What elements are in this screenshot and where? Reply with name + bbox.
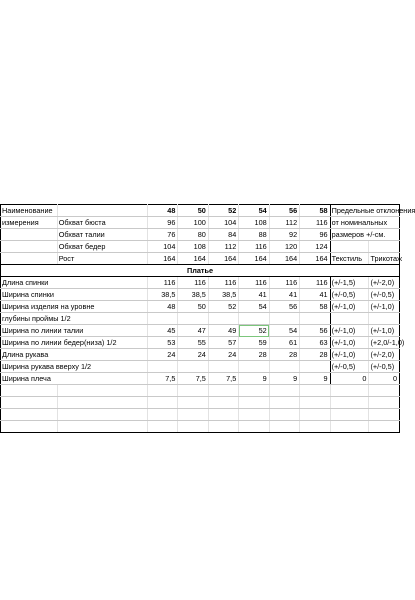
value-cell: 108: [178, 241, 208, 253]
garment-measure-label: Ширина спинки: [1, 289, 148, 301]
garment-measure-label: Длина рукава: [1, 349, 148, 361]
value-cell: 53: [147, 337, 177, 349]
value-cell: 47: [178, 325, 208, 337]
value-cell: [178, 313, 208, 325]
value-cell: 120: [269, 241, 299, 253]
tolerance-textile: (+/-1,0): [330, 325, 369, 337]
tolerance-knit: (+/-2,0): [369, 277, 400, 289]
garment-measure-label: Ширина по линии талии: [1, 325, 148, 337]
value-cell: [239, 313, 269, 325]
value-cell: 50: [178, 301, 208, 313]
garment-row: [1, 313, 400, 325]
value-cell: 41: [300, 289, 330, 301]
value-cell: 164: [208, 253, 238, 265]
body-row: [1, 241, 400, 253]
value-cell: [300, 361, 330, 373]
textile-label: Текстиль: [330, 253, 369, 265]
value-cell: 108: [239, 217, 269, 229]
value-cell: 61: [269, 337, 299, 349]
garment-measure-label: Ширина изделия на уровне: [1, 301, 148, 313]
value-cell: 38,5: [208, 289, 238, 301]
measure-label: измерения: [1, 217, 58, 229]
value-cell: 28: [300, 349, 330, 361]
body-row: [1, 217, 400, 229]
size-header: 58: [300, 205, 330, 217]
tolerance-textile: 0: [330, 373, 369, 385]
size-header: 52: [208, 205, 238, 217]
value-cell: [269, 313, 299, 325]
value-cell: 88: [239, 229, 269, 241]
value-cell: 59: [239, 337, 269, 349]
value-cell: 9: [300, 373, 330, 385]
value-cell: 41: [239, 289, 269, 301]
tolerance-knit: (+/-0,5): [369, 361, 400, 373]
value-cell: [178, 361, 208, 373]
value-cell: 7,5: [147, 373, 177, 385]
value-cell: [208, 361, 238, 373]
deviation-line2: от номинальных: [330, 217, 399, 229]
garment-row: [1, 373, 400, 385]
value-cell: 104: [208, 217, 238, 229]
tolerance-textile: (+/-1,0): [330, 301, 369, 313]
value-cell: 45: [147, 325, 177, 337]
value-cell: 116: [300, 277, 330, 289]
body-row: [1, 253, 400, 265]
garment-row: [1, 325, 400, 337]
value-cell: 63: [300, 337, 330, 349]
value-cell: 58: [300, 301, 330, 313]
value-cell: 92: [269, 229, 299, 241]
tolerance-textile: (+/-1,5): [330, 277, 369, 289]
value-cell: 124: [300, 241, 330, 253]
value-cell: 7,5: [178, 373, 208, 385]
garment-row: [1, 361, 400, 373]
garment-row: [1, 289, 400, 301]
tolerance-knit: (+/-1,0): [369, 325, 400, 337]
value-cell: 54: [239, 301, 269, 313]
size-header: 48: [147, 205, 177, 217]
value-cell: 116: [239, 277, 269, 289]
value-cell: 116: [239, 241, 269, 253]
value-cell: [300, 313, 330, 325]
body-measure-label: Обхват бюста: [57, 217, 147, 229]
garment-measure-label: Ширина по линии бедер(низа) 1/2: [1, 337, 148, 349]
value-cell: 84: [208, 229, 238, 241]
value-cell: 24: [178, 349, 208, 361]
value-cell: 100: [178, 217, 208, 229]
tolerance-knit: (+2,0/-1,0): [370, 338, 405, 347]
section-row: [1, 265, 400, 277]
value-cell: 116: [208, 277, 238, 289]
value-cell: 56: [300, 325, 330, 337]
body-measure-label: Обхват бедер: [57, 241, 147, 253]
value-cell: 116: [147, 277, 177, 289]
garment-measure-label: Ширина рукава вверху 1/2: [1, 361, 148, 373]
tolerance-textile: (+/-0,5): [330, 289, 369, 301]
garment-measure-label: глубины проймы 1/2: [1, 313, 148, 325]
value-cell: 38,5: [147, 289, 177, 301]
tolerance-knit: 0: [369, 373, 400, 385]
value-cell: 55: [178, 337, 208, 349]
value-cell: 116: [269, 277, 299, 289]
size-header: 54: [239, 205, 269, 217]
size-chart-sheet: [0, 204, 415, 433]
section-title: Платье: [1, 265, 400, 277]
value-cell: 96: [300, 229, 330, 241]
value-cell: 80: [178, 229, 208, 241]
value-cell: 164: [239, 253, 269, 265]
value-cell: 164: [147, 253, 177, 265]
value-cell: 164: [300, 253, 330, 265]
value-cell: [208, 313, 238, 325]
tolerance-knit: [369, 313, 400, 325]
value-cell: 52: [208, 301, 238, 313]
value-cell: 49: [208, 325, 238, 337]
value-cell: 164: [269, 253, 299, 265]
value-cell: 56: [269, 301, 299, 313]
value-cell: [147, 361, 177, 373]
value-cell: 28: [269, 349, 299, 361]
value-cell: 54: [269, 325, 299, 337]
value-cell: 9: [269, 373, 299, 385]
size-header: 50: [178, 205, 208, 217]
value-cell: 28: [239, 349, 269, 361]
size-header: 56: [269, 205, 299, 217]
value-cell: 57: [208, 337, 238, 349]
name-label: Наименование: [1, 205, 58, 217]
value-cell: 38,5: [178, 289, 208, 301]
garment-measure-label: Ширина плеча: [1, 373, 148, 385]
deviation-header: Предельные отклонения: [331, 206, 415, 215]
deviation-line3: размеров +/-см.: [330, 229, 399, 241]
header-row: [1, 205, 400, 217]
value-cell: 48: [147, 301, 177, 313]
tolerance-knit: (+/-0,5): [369, 289, 400, 301]
value-cell: 112: [269, 217, 299, 229]
value-cell: 116: [178, 277, 208, 289]
garment-row: [1, 277, 400, 289]
value-cell: 52: [239, 325, 269, 337]
garment-row: [1, 337, 400, 349]
body-measure-label: Обхват талии: [57, 229, 147, 241]
garment-measure-label: Длина спинки: [1, 277, 148, 289]
tolerance-textile: (+/-1,0): [330, 349, 369, 361]
value-cell: 104: [147, 241, 177, 253]
value-cell: 41: [269, 289, 299, 301]
garment-row: [1, 349, 400, 361]
value-cell: 9: [239, 373, 269, 385]
knit-label: Трикотаж: [370, 254, 402, 263]
tolerance-knit: (+/-2,0): [369, 349, 400, 361]
tolerance-textile: (+/-0,5): [330, 361, 369, 373]
value-cell: 96: [147, 217, 177, 229]
empty-rows: [1, 385, 400, 433]
value-cell: 164: [178, 253, 208, 265]
value-cell: [269, 361, 299, 373]
value-cell: [147, 313, 177, 325]
value-cell: 112: [208, 241, 238, 253]
body-measure-label: Рост: [57, 253, 147, 265]
value-cell: 76: [147, 229, 177, 241]
value-cell: 7,5: [208, 373, 238, 385]
garment-rows: [1, 277, 405, 385]
body-row: [1, 229, 400, 241]
value-cell: [239, 361, 269, 373]
size-table: [0, 204, 415, 433]
tolerance-textile: [330, 313, 369, 325]
tolerance-textile: (+/-1,0): [330, 337, 369, 349]
value-cell: 24: [147, 349, 177, 361]
value-cell: 116: [300, 217, 330, 229]
garment-row: [1, 301, 400, 313]
value-cell: 24: [208, 349, 238, 361]
tolerance-knit: (+/-1,0): [369, 301, 400, 313]
